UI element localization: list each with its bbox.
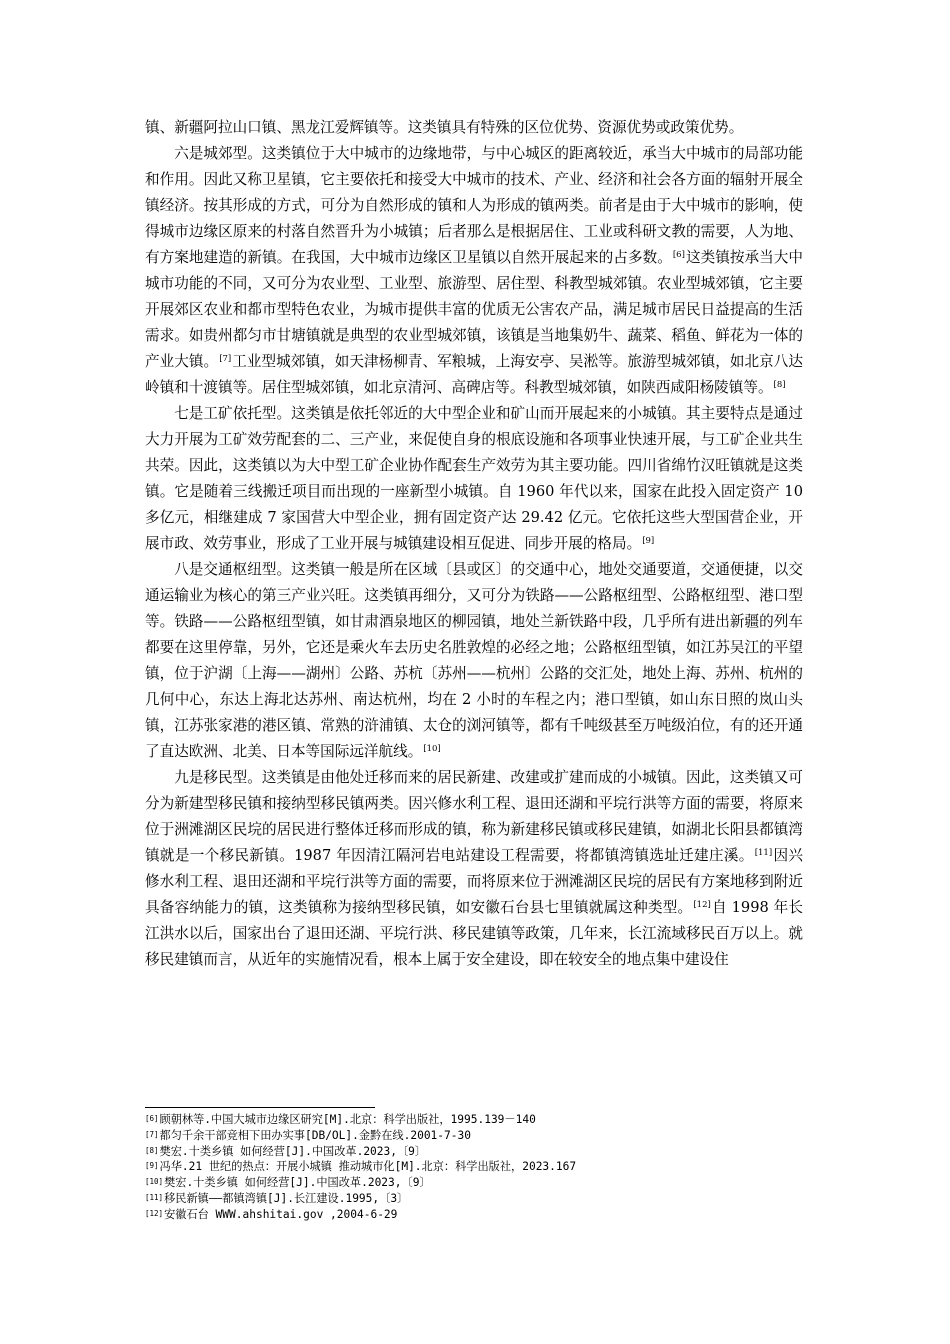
footnote-text: 樊宏.十类乡镇 如何经营[J].中国改革.2023,〔9〕	[159, 1144, 427, 1158]
paragraph	[145, 401, 803, 557]
paragraph-text: 自 1998 年长江洪水以后，国家出台了退田还湖、平垸行洪、移民建镇等政策，几年来，长江流域移民百万以上。就移民建镇而言，从近年的实施情况看，根本上属于安全建设，即在较安全的地点集中建设住	[145, 899, 803, 968]
footnote-number: [9]	[145, 1161, 159, 1171]
footnote-reference[interactable]: [8]	[773, 380, 786, 390]
footnote-text: 安徽石台 WWW.ahshitai.gov ,2004-6-29	[164, 1207, 398, 1221]
paragraph-text: 这类镇按承当大中城市功能的不同，又可分为农业型、工业型、旅游型、居住型、科教型城郊镇。农业型城郊镇，它主要开展郊区农业和都市型特色农业，为城市提供丰富的优质无公害农产品，满足城市居民日益提高的生活需求。如贵州都匀市甘塘镇就是典型的农业型城郊镇，该镇是当地集奶牛、蔬菜、稻鱼、鲜花为一体的产业大镇。	[145, 249, 803, 370]
paragraph-text: 工业型城郊镇，如天津杨柳青、军粮城，上海安亭、吴淞等。旅游型城郊镇，如北京八达岭镇和十渡镇等。居住型城郊镇，如北京清河、高碑店等。科教型城郊镇，如陕西咸阳杨陵镇等。	[145, 353, 803, 396]
footnote-text: 移民新镇——都镇湾镇[J].长江建设.1995,〔3〕	[164, 1191, 409, 1205]
footnote-number: [12]	[145, 1208, 164, 1218]
footnote-item	[145, 1191, 803, 1207]
footnote-item	[145, 1207, 803, 1223]
footnote-text: 都匀千余干部竞相下田办实事[DB/OL].金黔在线.2001-7-30	[159, 1128, 471, 1142]
footnote-number: [8]	[145, 1145, 159, 1155]
footnote-number: [7]	[145, 1129, 159, 1139]
footnotes	[145, 1112, 803, 1223]
footnote-reference[interactable]: [12]	[693, 900, 711, 910]
footnote-reference[interactable]: [11]	[754, 848, 773, 858]
footnote-item	[145, 1128, 803, 1144]
footnote-text: 樊宏.十类乡镇 如何经营[J].中国改革.2023,〔9〕	[164, 1176, 431, 1190]
footnote-reference[interactable]: [6]	[672, 250, 685, 260]
paragraph-text: 六是城郊型。这类镇位于大中城市的边缘地带，与中心城区的距离较近，承当大中城市的局部功能和作用。因此又称卫星镇，它主要依托和接受大中城市的技术、产业、经济和社会各方面的辐射开展全镇经济。按其形成的方式，可分为自然形成的镇和人为形成的镇两类。前者是由于大中城市的影响，使得城市边缘区原来的村落自然晋升为小城镇；后者那么是根据居住、工业或科研文教的需要，人为地、有方案地建造的新镇。在我国，大中城市边缘区卫星镇以自然开展起来的占多数。	[145, 145, 803, 266]
paragraph-text: 因兴修水利工程、退田还湖和平垸行洪等方面的需要，而将原来位于洲滩湖区民垸的居民有方案地移到附近具备容纳能力的镇，这类镇称为接纳型移民镇，如安徽石台县七里镇就属这种类型。	[145, 847, 803, 916]
body-text	[145, 115, 803, 973]
footnote-item	[145, 1159, 803, 1175]
footnote-reference[interactable]: [9]	[642, 536, 655, 546]
footnote-text: 冯华.21 世纪的热点：开展小城镇 推动城市化[M].北京：科学出版社，2023.167	[159, 1160, 577, 1174]
paragraph	[145, 765, 803, 973]
footnote-reference[interactable]: [10]	[423, 744, 441, 754]
paragraph	[145, 141, 803, 401]
footnote-item	[145, 1112, 803, 1128]
footnote-item	[145, 1144, 803, 1160]
footnote-text: 顾朝林等.中国大城市边缘区研究[M].北京：科学出版社，1995.139－140	[159, 1113, 536, 1126]
paragraph-text: 九是移民型。这类镇是由他处迁移而来的居民新建、改建或扩建而成的小城镇。因此，这类镇又可分为新建型移民镇和接纳型移民镇两类。因兴修水利工程、退田还湖和平垸行洪等方面的需要，将原来位于洲滩湖区民垸的居民进行整体迁移而形成的镇，称为新建移民镇或移民建镇，如湖北长阳县都镇湾镇就是一个移民新镇。1987 年因清江隔河岩电站建设工程需要，将都镇湾镇选址迁建庄溪。	[145, 769, 803, 864]
footnote-divider	[145, 1107, 375, 1108]
footnote-number: [6]	[145, 1114, 159, 1123]
footnote-number: [10]	[145, 1177, 164, 1187]
paragraph	[145, 115, 803, 141]
paragraph-text: 七是工矿依托型。这类镇是依托邻近的大中型企业和矿山而开展起来的小城镇。其主要特点是通过大力开展为工矿效劳配套的二、三产业，来促使自身的根底设施和各项事业快速开展，与工矿企业共生共荣。因此，这类镇以为大中型工矿企业协作配套生产效劳为其主要功能。四川省绵竹汉旺镇就是这类镇。它是随着三线搬迁项目而出现的一座新型小城镇。自 1960 年代以来，国家在此投入固定资产 10 多亿元，相继建成 7 家国营大中型企业，拥有固定资产达 29.42 亿元。它依托这些大型国营企业，开展市政、效劳事业，形成了工业开展与城镇建设相互促进、同步开展的格局。	[145, 405, 803, 552]
paragraph	[145, 557, 803, 765]
footnote-number: [11]	[145, 1192, 164, 1202]
footnote-reference[interactable]: [7]	[219, 354, 232, 364]
paragraph-text: 镇、新疆阿拉山口镇、黑龙江爱辉镇等。这类镇具有特殊的区位优势、资源优势或政策优势。	[145, 119, 744, 136]
paragraph-text: 八是交通枢纽型。这类镇一般是所在区域〔县或区〕的交通中心，地处交通要道，交通便捷，以交通运输业为核心的第三产业兴旺。这类镇再细分，又可分为铁路——公路枢纽型、公路枢纽型、港口型等。铁路——公路枢纽型镇，如甘肃酒泉地区的柳园镇，地处兰新铁路中段，几乎所有进出新疆的列车都要在这里停靠，另外，它还是乘火车去历史名胜敦煌的必经之地；公路枢纽型镇，如江苏吴江的平望镇，位于沪湖〔上海——湖州〕公路、苏杭〔苏州——杭州〕公路的交汇处，地处上海、苏州、杭州的几何中心，东达上海北达苏州、南达杭州，均在 2 小时的车程之内；港口型镇，如山东日照的岚山头镇，江苏张家港的港区镇、常熟的浒浦镇、太仓的浏河镇等，都有千吨级甚至万吨级泊位，有的还开通了直达欧洲、北美、日本等国际远洋航线。	[145, 561, 803, 760]
footnote-item	[145, 1175, 803, 1191]
